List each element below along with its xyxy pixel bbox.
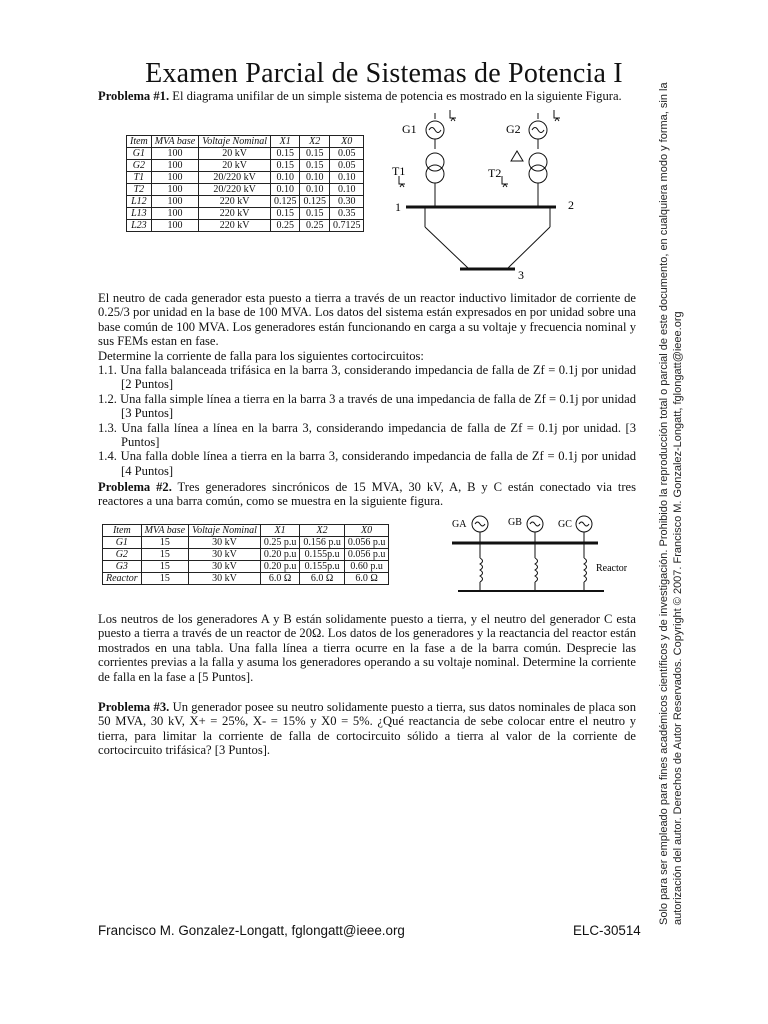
ga-label: GA	[452, 519, 467, 530]
problem1-item: 1.3. Una falla línea a línea en la barra 3, considerando impedancia de falla de Zf = 0.1j por unidad. [3 Puntos]	[98, 420, 636, 450]
table-header-cell: X0	[329, 136, 364, 148]
table-cell: 0.15	[300, 148, 330, 160]
table-cell: 0.15	[270, 208, 300, 220]
table-cell: 0.15	[270, 148, 300, 160]
problem1-one-line-diagram	[390, 105, 600, 283]
table-cell: 220 kV	[199, 220, 271, 232]
table-header-cell: Voltaje Nominal	[199, 136, 271, 148]
problem2-body: Los neutros de los generadores A y B están solidamente puesto a tierra, y el neutro del generador C esta puesto a tierra a través de un reactor de 20Ω. Los datos de los generadores y la reactancia del reactor están mostrados en una tabla. Una falla línea a tierra ocurre en la fase a de la barra común. Desprecie las corrientes previas a la falla y asuma los generadores operando a su voltaje nominal. Determine la corriente de falla en la fase a [5 Puntos].	[98, 612, 636, 684]
table-header-cell: X0	[344, 525, 389, 537]
problem3-heading: Problema #3.	[98, 700, 170, 714]
problem2-intro-text: Tres generadores sincrónicos de 15 MVA, 30 kV, A, B y C están conectado via tres reactores a una barra común, como se muestra en la siguiente figura.	[98, 480, 637, 509]
problem1-intro-text: El diagrama unifilar de un simple sistema de potencia es mostrado en la siguiente Figura.	[172, 89, 622, 103]
problem1-prompt: Determine la corriente de falla para los siguientes cortocircuitos:	[98, 348, 424, 363]
table-row	[127, 172, 364, 184]
problem1-item: 1.2. Una falla simple línea a tierra en la barra 3 a través de una impedancia de falla de Zf = 0.1j por unidad [3 Puntos]	[98, 391, 636, 421]
table-cell: 15	[141, 573, 188, 585]
table-cell: 15	[141, 561, 188, 573]
g2-label: G2	[506, 122, 521, 136]
table-cell: 30 kV	[189, 561, 261, 573]
table-cell: 100	[151, 220, 198, 232]
bus3-label: 3	[518, 268, 524, 282]
table-cell: 0.25 p.u	[260, 537, 300, 549]
table-cell: T2	[127, 184, 152, 196]
table-cell: 100	[151, 196, 198, 208]
table-cell: 20/220 kV	[199, 172, 271, 184]
table-cell: 0.125	[270, 196, 300, 208]
table-cell: G2	[103, 549, 142, 561]
table-row	[127, 160, 364, 172]
table-cell: 0.125	[300, 196, 330, 208]
table-header-cell: Voltaje Nominal	[189, 525, 261, 537]
problem3-body: Un generador posee su neutro solidamente puesto a tierra, sus datos nominales de placa son 50 MVA, 30 kV, X+ = 25%, X- = 15% y X0 = 5%. ¿Qué reactancia de sebe colocar entre el neutro y tierra, para limitar la corriente de falla de cortocircuito sólido a tierra al valor de la corriente de cortocircuito trifásica? [3 Puntos].	[98, 700, 637, 758]
problem1-body	[98, 291, 636, 478]
table-cell: 0.30	[329, 196, 364, 208]
table-cell: 30 kV	[189, 573, 261, 585]
table-header-cell: Item	[127, 136, 152, 148]
table-cell: 0.05	[329, 160, 364, 172]
table-row	[127, 184, 364, 196]
table-cell: G3	[103, 561, 142, 573]
table-cell: 0.10	[329, 172, 364, 184]
table-cell: 0.25	[270, 220, 300, 232]
footer-author: Francisco M. Gonzalez-Longatt, fglongatt@ieee.org	[98, 923, 405, 938]
table-cell: L13	[127, 208, 152, 220]
table-cell: 6.0 Ω	[260, 573, 300, 585]
problem2-heading: Problema #2.	[98, 480, 172, 494]
table-cell: 220 kV	[199, 208, 271, 220]
problem2-intro	[98, 480, 636, 509]
problem3	[98, 700, 636, 758]
gc-label: GC	[558, 519, 572, 530]
table-row	[127, 148, 364, 160]
gb-label: GB	[508, 517, 522, 528]
table-cell: 220 kV	[199, 196, 271, 208]
copyright-notice: Solo para ser empleado para fines académicos científicos y de investigación. Prohibido la reproducción total o parcial de este documento, en cualquiera modo y forma, sin la autorización del autor. Derechos de Autor Reservados. Copyright © 2007. Francisco M. Gonzalez-Longatt, fglongatt@ieee.org	[658, 82, 684, 925]
table-row	[127, 208, 364, 220]
table-cell: 0.15	[270, 160, 300, 172]
table-header-cell: X2	[300, 525, 345, 537]
problem2-generator-diagram	[448, 512, 638, 598]
table-row	[103, 573, 389, 585]
problem1-table	[126, 135, 364, 232]
table-cell: 100	[151, 160, 198, 172]
table-header-cell: MVA base	[141, 525, 188, 537]
table-cell: 6.0 Ω	[344, 573, 389, 585]
table-cell: 0.15	[300, 160, 330, 172]
table-cell: 0.35	[329, 208, 364, 220]
table-cell: 0.10	[300, 184, 330, 196]
table-cell: 0.25	[300, 220, 330, 232]
table-cell: 0.155p.u	[300, 561, 345, 573]
table-row	[103, 537, 389, 549]
table-cell: 100	[151, 172, 198, 184]
table-cell: L23	[127, 220, 152, 232]
table-cell: 15	[141, 537, 188, 549]
table-cell: G1	[127, 148, 152, 160]
table-cell: 20 kV	[199, 148, 271, 160]
problem1-description: El neutro de cada generador esta puesto a tierra a través de un reactor inductivo limitador de corriente de 0.25/3 por unidad en la base de 100 MVA. Los datos del sistema están expresados en por unidad sobre una base común de 100 MVA. Los generadores están funcionando en carga a su voltaje y frecuencia nominal y sus FEMs estan en fase.	[98, 291, 636, 349]
table-cell: 0.10	[329, 184, 364, 196]
problem1-item: 1.1. Una falla balanceada trifásica en la barra 3, considerando impedancia de falla de Zf = 0.1j por unidad [2 Puntos]	[98, 363, 636, 392]
bus2-label: 2	[568, 198, 574, 212]
table-cell: 0.7125	[329, 220, 364, 232]
table-cell: G1	[103, 537, 142, 549]
table-cell: 0.156 p.u	[300, 537, 345, 549]
table-header-cell: X1	[260, 525, 300, 537]
table-cell: G2	[127, 160, 152, 172]
footer-course-code: ELC-30514	[573, 923, 641, 938]
table-header-cell: X2	[300, 136, 330, 148]
table-cell: 0.155p.u	[300, 549, 345, 561]
table-cell: 0.20 p.u	[260, 561, 300, 573]
table-cell: 0.056 p.u	[344, 549, 389, 561]
table-cell: 0.15	[300, 208, 330, 220]
table-header-cell: Item	[103, 525, 142, 537]
table-cell: 20 kV	[199, 160, 271, 172]
table-cell: 15	[141, 549, 188, 561]
table-cell: 0.10	[270, 172, 300, 184]
table-cell: 30 kV	[189, 549, 261, 561]
problem2-table	[102, 524, 389, 585]
table-cell: 0.056 p.u	[344, 537, 389, 549]
problem1-item: 1.4. Una falla doble línea a tierra en la barra 3, considerando impedancia de falla de Zf = 0.1j por unidad [4 Puntos]	[98, 449, 636, 478]
reactor-label: Reactor	[596, 563, 628, 574]
t2-label: T2	[488, 166, 502, 180]
table-row	[127, 220, 364, 232]
page-title: Examen Parcial de Sistemas de Potencia I	[145, 58, 623, 89]
table-cell: 0.10	[300, 172, 330, 184]
table-cell: L12	[127, 196, 152, 208]
table-cell: 100	[151, 148, 198, 160]
table-cell: 0.10	[270, 184, 300, 196]
table-cell: 100	[151, 184, 198, 196]
table-cell: 100	[151, 208, 198, 220]
table-cell: T1	[127, 172, 152, 184]
table-row	[127, 196, 364, 208]
table-cell: 0.05	[329, 148, 364, 160]
table-cell: 20/220 kV	[199, 184, 271, 196]
g1-label: G1	[402, 122, 417, 136]
problem1-intro	[98, 89, 636, 103]
problem1-heading: Problema #1.	[98, 89, 170, 103]
table-row	[103, 549, 389, 561]
table-cell: 30 kV	[189, 537, 261, 549]
table-cell: 0.60 p.u	[344, 561, 389, 573]
table-cell: 6.0 Ω	[300, 573, 345, 585]
bus1-label: 1	[395, 200, 401, 214]
t1-label: T1	[392, 164, 406, 178]
table-row	[103, 561, 389, 573]
table-header-cell: MVA base	[151, 136, 198, 148]
table-cell: Reactor	[103, 573, 142, 585]
table-header-cell: X1	[270, 136, 300, 148]
table-cell: 0.20 p.u	[260, 549, 300, 561]
